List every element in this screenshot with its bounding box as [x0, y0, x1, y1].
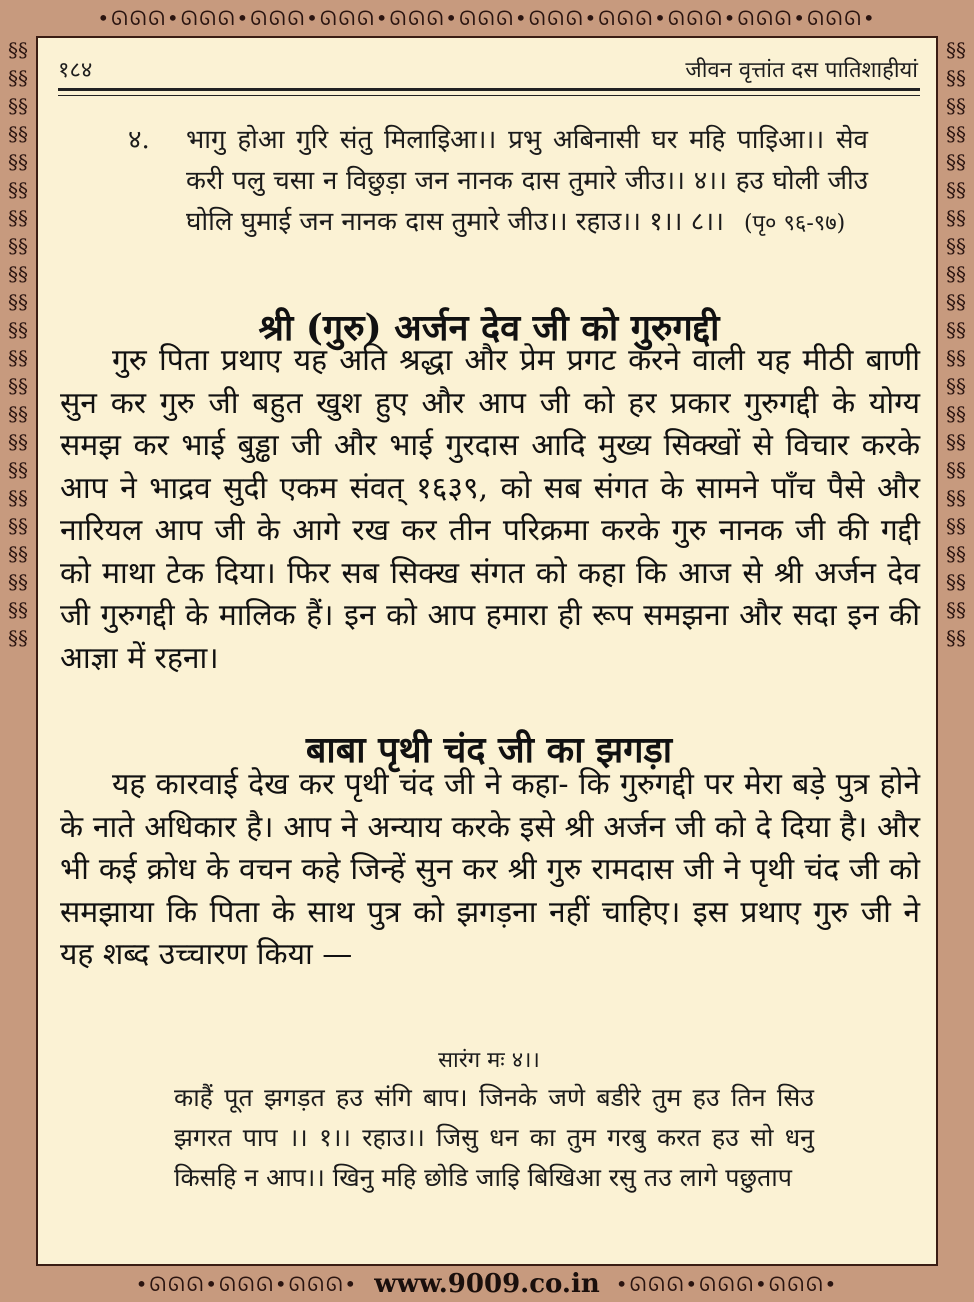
verse-reference: (पृ० ९६-९७) — [743, 211, 846, 236]
bottom-ornamental-border — [0, 1266, 974, 1302]
verse-body: भागु होआ गुरि संतु मिलाइिआ।। प्रभु अबिनासी घर महि पाइिआ।। सेव करी पलु चसा न विछुड़ा जन नानक दास तुमारे जीउ।। ४।। हउ घोली जीउ घोलि घुमाई जन नानक दास तुमारे जीउ।। रहाउ।। १।। ८।। — [186, 125, 868, 237]
running-title: जीवन वृत्तांत दस पातिशाहीयां — [685, 58, 918, 83]
left-ornamental-border — [0, 36, 36, 1266]
header-rule-thin — [58, 95, 920, 96]
book-page — [36, 36, 938, 1266]
verse-number: ४. — [128, 125, 150, 155]
section-heading-jhagda: बाबा पृथी चंद जी का झगड़ा — [305, 729, 673, 771]
website-url[interactable]: www.9009.co.in — [374, 1269, 600, 1299]
verse-block — [128, 120, 868, 244]
left-border-ornament: §§§§§§§§§§§§§§§§§§§§§§§§§§§§§§§§§§§§§§§§§§§§ — [8, 38, 28, 650]
page-number: १८४ — [58, 58, 93, 83]
bottom-border-ornament-left: •ᘏᘏᘏ•ᘏᘏᘏ•ᘏᘏᘏ• — [135, 1272, 359, 1296]
top-border-ornament: •ᘏᘏᘏ•ᘏᘏᘏ•ᘏᘏᘏ•ᘏᘏᘏ•ᘏᘏᘏ•ᘏᘏᘏ•ᘏᘏᘏ•ᘏᘏᘏ•ᘏᘏᘏ•ᘏᘏᘏ•ᘏᘏᘏ• — [97, 6, 877, 30]
paragraph-jhagda: यह कारवाई देख कर पृथी चंद जी ने कहा- कि गुरुगद्दी पर मेरा बड़े पुत्र होने के नाते अधिकार है। आप ने अन्याय करके इसे श्री अर्जन जी को दे दिया है। और भी कई क्रोध के वचन कहे जिन्हें सुन कर श्री गुरु रामदास जी ने पृथी चंद जी को समझाया कि पिता के साथ पुत्र को झगड़ना नहीं चाहिए। इस प्रथाए गुरु जी ने यह शब्द उच्चारण किया — — [60, 767, 920, 972]
right-border-ornament: §§§§§§§§§§§§§§§§§§§§§§§§§§§§§§§§§§§§§§§§§§§§ — [946, 38, 966, 650]
shabad-title: सारंग मः ४।। — [438, 1048, 540, 1073]
right-ornamental-border — [938, 36, 974, 1266]
section-heading-gurgaddi: श्री (गुरु) अर्जन देव जी को गुरुगद्दी — [258, 307, 720, 349]
shabad-text: काहैं पूत झगड़त हउ संगि बाप। जिनके जणे बडीरे तुम हउ तिन सिउ झगरत पाप ।। १।। रहाउ।। जिसु धन का तुम गरबु करत हउ सो धनु किसहि न आप।। खिनु महि छोडि जाइि बिखिआ रसु तउ लागे पछुताप — [174, 1083, 814, 1192]
verse-text — [186, 120, 868, 244]
header-rule-thick — [58, 88, 920, 91]
top-ornamental-border — [0, 0, 974, 36]
paragraph-gurgaddi: गुरु पिता प्रथाए यह अति श्रद्धा और प्रेम प्रगट करने वाली यह मीठी बाणी सुन कर गुरु जी बहुत खुश हुए और आप जी को हर प्रकार गुरुगद्दी के योग्य समझ कर भाई बुड्ढा जी और भाई गुरदास आदि मुख्य सिक्खों से विचार करके आप ने भाद्रव सुदी एकम संवत् १६३९, को सब संगत के सामने पाँच पैसे और नारियल आप जी के आगे रख कर तीन परिक्रमा करके गुरु नानक जी की गद्दी को माथा टेक दिया। फिर सब सिक्ख संगत को कहा कि आज से श्री अर्जन देव जी गुरुगद्दी के मालिक हैं। इन को आप हमारा ही रूप समझना और सदा इन की आज्ञा में रहना। — [60, 343, 920, 676]
page-header — [58, 48, 918, 88]
bottom-border-ornament-right: •ᘏᘏᘏ•ᘏᘏᘏ•ᘏᘏᘏ• — [615, 1272, 839, 1296]
